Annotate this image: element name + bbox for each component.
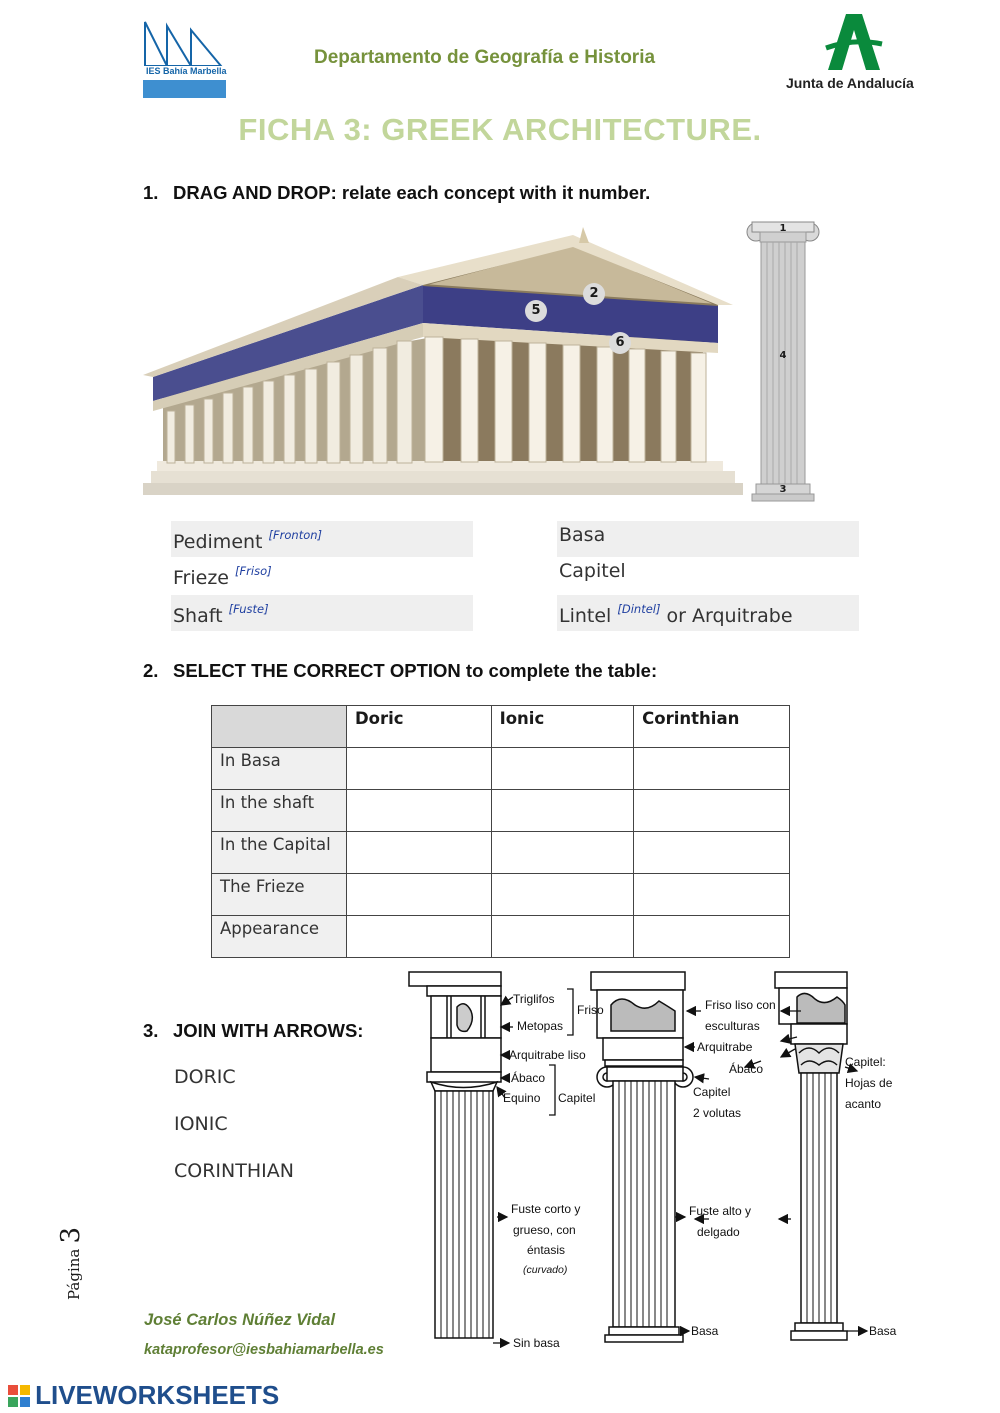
concept-term: Pediment xyxy=(173,531,263,553)
temple-marker-2: 2 xyxy=(583,283,605,305)
answer-cell[interactable] xyxy=(346,916,491,958)
answer-cell[interactable] xyxy=(491,790,634,832)
concept-term: Capitel xyxy=(559,560,626,582)
table-row xyxy=(212,790,790,832)
answer-cell[interactable] xyxy=(491,832,634,874)
label-fuste-corto-3: éntasis xyxy=(527,1243,566,1257)
concept-shaft[interactable] xyxy=(171,595,473,631)
label-capitel-acanto-2: Hojas de xyxy=(845,1076,893,1090)
order-corinthian[interactable]: CORINTHIAN xyxy=(174,1160,294,1182)
section3-heading-text: JOIN WITH ARROWS: xyxy=(173,1020,364,1041)
answer-cell[interactable] xyxy=(634,790,790,832)
table-row xyxy=(212,832,790,874)
section2-number: 2. xyxy=(143,660,159,681)
concept-term: Lintel xyxy=(559,605,612,627)
label-metopas: Metopas xyxy=(517,1019,564,1033)
concept-term: Shaft xyxy=(173,605,223,627)
concept-translation: [Fronton] xyxy=(268,528,323,542)
page-number xyxy=(56,1210,96,1300)
concept-frieze[interactable] xyxy=(171,557,473,593)
answer-cell[interactable] xyxy=(346,874,491,916)
label-friso: Friso xyxy=(577,1003,604,1017)
orders-table xyxy=(211,705,790,958)
label-fuste-corto-4: (curvado) xyxy=(523,1264,568,1276)
table-row xyxy=(212,748,790,790)
label-basa-ionic: Basa xyxy=(691,1324,719,1338)
school-logo xyxy=(143,18,226,98)
doric-column xyxy=(409,972,501,1338)
label-capitel-volutas-2: 2 volutas xyxy=(693,1106,742,1120)
label-fuste-corto-1: Fuste corto y xyxy=(511,1202,581,1216)
page-num: 3 xyxy=(56,1226,86,1244)
order-ionic[interactable]: IONIC xyxy=(174,1113,228,1135)
row-label: In Basa xyxy=(212,748,347,790)
department-name: Departamento de Geografía e Historia xyxy=(314,47,656,68)
orders-diagram xyxy=(405,967,900,1352)
label-basa-corinthian: Basa xyxy=(869,1324,897,1338)
section2-heading xyxy=(143,660,657,682)
answer-cell[interactable] xyxy=(634,874,790,916)
answer-cell[interactable] xyxy=(346,832,491,874)
answer-cell[interactable] xyxy=(491,748,634,790)
concept-translation: [Friso] xyxy=(235,564,272,578)
concept-suffix: or Arquitrabe xyxy=(666,605,793,627)
label-arquitrabe-liso: Arquitrabe liso xyxy=(509,1048,586,1062)
column-marker-1: 1 xyxy=(779,223,787,234)
section1-heading-text: DRAG AND DROP: relate each concept with it number. xyxy=(173,182,651,203)
row-label: The Frieze xyxy=(212,874,347,916)
liveworksheets-logo[interactable] xyxy=(8,1380,279,1408)
label-fuste-alto-2: delgado xyxy=(697,1225,740,1239)
answer-cell[interactable] xyxy=(634,832,790,874)
section1-number: 1. xyxy=(143,182,159,203)
page-title: FICHA 3: GREEK ARCHITECTURE. xyxy=(238,112,762,147)
section3-heading xyxy=(143,1020,363,1042)
label-friso-liso-2: esculturas xyxy=(705,1019,760,1033)
answer-cell[interactable] xyxy=(491,916,634,958)
concept-basa[interactable] xyxy=(557,521,859,557)
school-logo-text: IES Bahía Marbella xyxy=(146,66,227,76)
table-row xyxy=(212,916,790,958)
label-capitel-acanto-1: Capitel: xyxy=(845,1055,886,1069)
label-sin-basa: Sin basa xyxy=(513,1336,560,1350)
concept-term: Frieze xyxy=(173,567,229,589)
ionic-column xyxy=(591,972,693,1342)
section1-heading xyxy=(143,182,650,204)
label-triglifos: Triglifos xyxy=(513,992,555,1006)
concept-lintel[interactable] xyxy=(557,595,859,631)
label-capitel-volutas-1: Capitel xyxy=(693,1085,731,1099)
concept-capitel[interactable] xyxy=(557,557,859,593)
label-abaco: Ábaco xyxy=(511,1071,546,1085)
label-capitel: Capitel xyxy=(558,1091,596,1105)
temple-marker-6: 6 xyxy=(609,332,631,354)
row-label: In the Capital xyxy=(212,832,347,874)
concept-translation: [Fuste] xyxy=(228,602,269,616)
label-equino: Equino xyxy=(503,1091,541,1105)
table-row xyxy=(212,874,790,916)
liveworksheets-text: LIVEWORKSHEETS xyxy=(35,1380,280,1410)
junta-logo xyxy=(782,10,927,98)
label-fuste-corto-2: grueso, con xyxy=(513,1223,576,1237)
concept-term: Basa xyxy=(559,524,606,546)
ionic-column-illustration xyxy=(746,218,820,502)
row-label: Appearance xyxy=(212,916,347,958)
table-header-empty xyxy=(212,706,347,748)
column-marker-4: 4 xyxy=(779,350,787,361)
temple-marker-5: 5 xyxy=(525,300,547,322)
table-header-ionic: Ionic xyxy=(491,706,634,748)
label-arquitrabe: Arquitrabe xyxy=(697,1040,753,1054)
section3-number: 3. xyxy=(143,1020,159,1041)
author-name: José Carlos Núñez Vidal xyxy=(144,1311,336,1329)
table-header-doric: Doric xyxy=(346,706,491,748)
concept-translation: [Dintel] xyxy=(617,602,661,616)
answer-cell[interactable] xyxy=(346,748,491,790)
answer-cell[interactable] xyxy=(346,790,491,832)
answer-cell[interactable] xyxy=(634,916,790,958)
section2-heading-text: SELECT THE CORRECT OPTION to complete the table: xyxy=(173,660,658,681)
label-capitel-acanto-3: acanto xyxy=(845,1097,882,1111)
corinthian-column xyxy=(775,972,847,1340)
label-fuste-alto-1: Fuste alto y xyxy=(689,1204,752,1218)
order-doric[interactable]: DORIC xyxy=(174,1066,236,1088)
liveworksheets-icon xyxy=(8,1385,30,1407)
label-friso-liso-1: Friso liso con xyxy=(705,998,776,1012)
row-label: In the shaft xyxy=(212,790,347,832)
page-word: Página xyxy=(65,1248,83,1300)
answer-cell[interactable] xyxy=(634,748,790,790)
concept-pediment[interactable] xyxy=(171,521,473,557)
temple-illustration xyxy=(143,225,743,500)
label-abaco-ionic: Ábaco xyxy=(729,1062,764,1076)
author-email[interactable]: kataprofesor@iesbahiamarbella.es xyxy=(144,1342,384,1358)
junta-logo-text: Junta de Andalucía xyxy=(786,75,914,91)
column-marker-3: 3 xyxy=(779,484,787,495)
answer-cell[interactable] xyxy=(491,874,634,916)
table-header-row xyxy=(212,706,790,748)
table-header-corinthian: Corinthian xyxy=(634,706,790,748)
